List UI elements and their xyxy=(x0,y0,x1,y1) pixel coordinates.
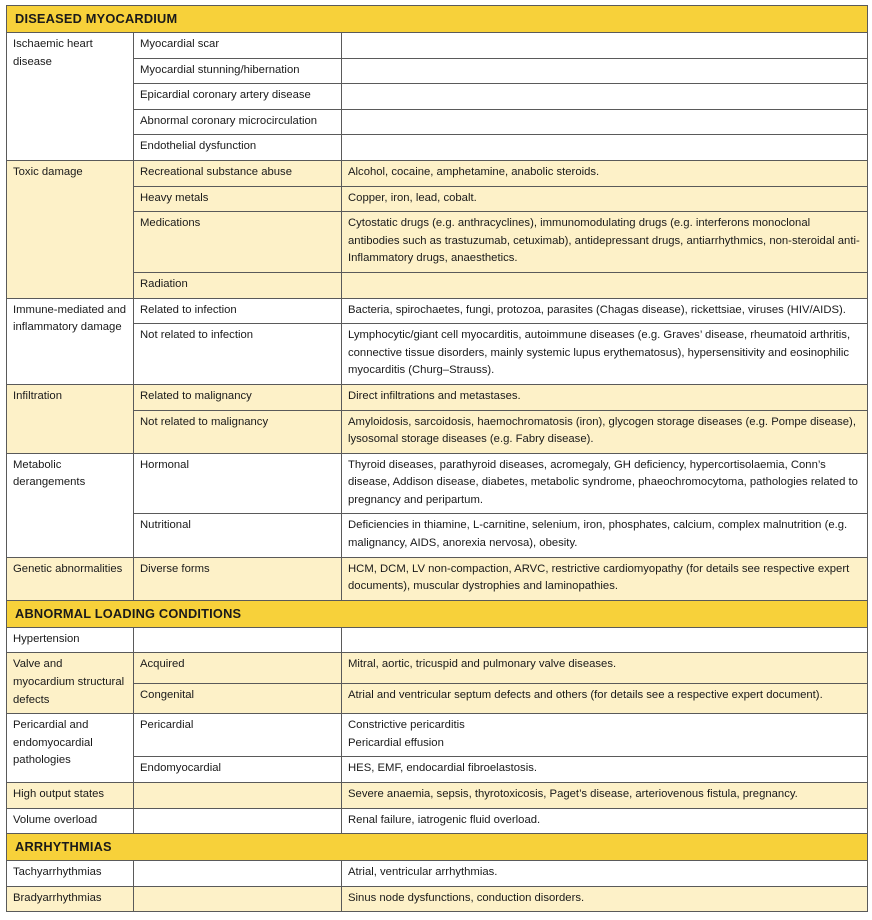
table-row xyxy=(7,84,868,110)
detail-cell: Thyroid diseases, parathyroid diseases, acromegaly, GH deficiency, hypercortisolaemia, Conn’s disease, Addison disease, diabetes, metabolic syndrome, phaeochromocytoma, pathologies related to pregnancy and peripartum. xyxy=(342,453,868,514)
subcategory-cell: Nutritional xyxy=(134,514,342,557)
detail-cell: Direct infiltrations and metastases. xyxy=(342,384,868,410)
subcategory-cell: Endomyocardial xyxy=(134,757,342,783)
subcategory-cell: Not related to malignancy xyxy=(134,410,342,453)
category-cell: Genetic abnormalities xyxy=(7,557,134,600)
category-cell: Toxic damage xyxy=(7,160,134,298)
table-row xyxy=(7,272,868,298)
detail-line: Pericardial effusion xyxy=(348,736,444,749)
category-cell: Immune-mediated and inflammatory damage xyxy=(7,298,134,384)
subcategory-cell: Heavy metals xyxy=(134,186,342,212)
subcategory-cell: Not related to infection xyxy=(134,324,342,385)
detail-cell: Mitral, aortic, tricuspid and pulmonary valve diseases. xyxy=(342,653,868,683)
category-cell: Metabolic derangements xyxy=(7,453,134,557)
subcategory-cell: Related to malignancy xyxy=(134,384,342,410)
category-cell: High output states xyxy=(7,783,134,809)
detail-cell: Amyloidosis, sarcoidosis, haemochromatosis (iron), glycogen storage diseases (e.g. Pompe disease), lysosomal storage diseases (e.g. Fabry disease). xyxy=(342,410,868,453)
table-row xyxy=(7,324,868,385)
detail-cell: Bacteria, spirochaetes, fungi, protozoa, parasites (Chagas disease), rickettsiae, viruses (HIV/AIDS). xyxy=(342,298,868,324)
table-row xyxy=(7,212,868,273)
detail-cell: Atrial and ventricular septum defects and others (for details see a respective expert document). xyxy=(342,683,868,713)
detail-cell: Atrial, ventricular arrhythmias. xyxy=(342,861,868,887)
table-row xyxy=(7,453,868,514)
subcategory-cell: Acquired xyxy=(134,653,342,683)
table-row xyxy=(7,135,868,161)
detail-cell xyxy=(342,627,868,653)
category-cell: Ischaemic heart disease xyxy=(7,33,134,161)
table-row xyxy=(7,410,868,453)
etiology-table-body xyxy=(7,6,868,912)
subcategory-cell xyxy=(134,808,342,834)
subcategory-cell: Congenital xyxy=(134,683,342,713)
section-header-row xyxy=(7,6,868,33)
subcategory-cell: Radiation xyxy=(134,272,342,298)
subcategory-cell xyxy=(134,783,342,809)
section-header-row xyxy=(7,600,868,627)
detail-cell xyxy=(342,135,868,161)
table-row xyxy=(7,384,868,410)
section-heading: ABNORMAL LOADING CONDITIONS xyxy=(7,600,868,627)
category-cell: Pericardial and endomyocardial pathologies xyxy=(7,714,134,783)
table-row xyxy=(7,298,868,324)
subcategory-cell: Epicardial coronary artery disease xyxy=(134,84,342,110)
detail-cell: Severe anaemia, sepsis, thyrotoxicosis, Paget’s disease, arteriovenous fistula, pregnancy. xyxy=(342,783,868,809)
table-row xyxy=(7,109,868,135)
subcategory-cell: Myocardial scar xyxy=(134,33,342,59)
table-row xyxy=(7,58,868,84)
detail-cell xyxy=(342,84,868,110)
table-row xyxy=(7,160,868,186)
detail-cell: HES, EMF, endocardial fibroelastosis. xyxy=(342,757,868,783)
detail-cell xyxy=(342,109,868,135)
detail-cell: Copper, iron, lead, cobalt. xyxy=(342,186,868,212)
category-cell: Bradyarrhythmias xyxy=(7,886,134,912)
category-cell: Valve and myocardium structural defects xyxy=(7,653,134,714)
detail-cell: Alcohol, cocaine, amphetamine, anabolic steroids. xyxy=(342,160,868,186)
category-cell: Volume overload xyxy=(7,808,134,834)
detail-cell: Deficiencies in thiamine, L-carnitine, selenium, iron, phosphates, calcium, complex malnutrition (e.g. malignancy, AIDS, anorexia nervosa), obesity. xyxy=(342,514,868,557)
detail-cell: Lymphocytic/giant cell myocarditis, autoimmune diseases (e.g. Graves’ disease, rheumatoid arthritis, connective tissue disorders, mainly systemic lupus erythematosus), hypersensitivity and eosinophilic myocarditis (Churg–Strauss). xyxy=(342,324,868,385)
subcategory-cell: Related to infection xyxy=(134,298,342,324)
category-cell: Infiltration xyxy=(7,384,134,453)
table-row xyxy=(7,757,868,783)
section-heading: ARRHYTHMIAS xyxy=(7,834,868,861)
detail-cell: Renal failure, iatrogenic fluid overload. xyxy=(342,808,868,834)
subcategory-cell: Abnormal coronary microcirculation xyxy=(134,109,342,135)
table-row xyxy=(7,861,868,887)
subcategory-cell xyxy=(134,886,342,912)
table-row xyxy=(7,808,868,834)
subcategory-cell: Pericardial xyxy=(134,714,342,757)
subcategory-cell xyxy=(134,861,342,887)
section-header-row xyxy=(7,834,868,861)
table-row xyxy=(7,33,868,59)
detail-cell: Cytostatic drugs (e.g. anthracyclines), immunomodulating drugs (e.g. interferons monoclonal antibodies such as trastuzumab, cetuximab), antidepressant drugs, antiarrhythmics, non-steroidal anti-Inflammatory drugs, anaesthetics. xyxy=(342,212,868,273)
table-row xyxy=(7,514,868,557)
subcategory-cell: Recreational substance abuse xyxy=(134,160,342,186)
subcategory-cell: Hormonal xyxy=(134,453,342,514)
detail-cell xyxy=(342,272,868,298)
subcategory-cell xyxy=(134,627,342,653)
detail-cell: Sinus node dysfunctions, conduction disorders. xyxy=(342,886,868,912)
table-row xyxy=(7,557,868,600)
detail-cell xyxy=(342,33,868,59)
subcategory-cell: Medications xyxy=(134,212,342,273)
table-row xyxy=(7,627,868,653)
subcategory-cell: Diverse forms xyxy=(134,557,342,600)
section-heading: DISEASED MYOCARDIUM xyxy=(7,6,868,33)
category-cell: Hypertension xyxy=(7,627,134,653)
etiology-table xyxy=(6,5,868,912)
table-row xyxy=(7,653,868,683)
detail-line: Constrictive pericarditis xyxy=(348,719,465,732)
table-row xyxy=(7,783,868,809)
detail-cell xyxy=(342,714,868,757)
subcategory-cell: Endothelial dysfunction xyxy=(134,135,342,161)
table-row xyxy=(7,714,868,757)
table-row xyxy=(7,886,868,912)
table-row xyxy=(7,186,868,212)
detail-cell xyxy=(342,58,868,84)
table-row xyxy=(7,683,868,713)
detail-cell: HCM, DCM, LV non-compaction, ARVC, restrictive cardiomyopathy (for details see respective expert documents), muscular dystrophies and laminopathies. xyxy=(342,557,868,600)
category-cell: Tachyarrhythmias xyxy=(7,861,134,887)
subcategory-cell: Myocardial stunning/hibernation xyxy=(134,58,342,84)
